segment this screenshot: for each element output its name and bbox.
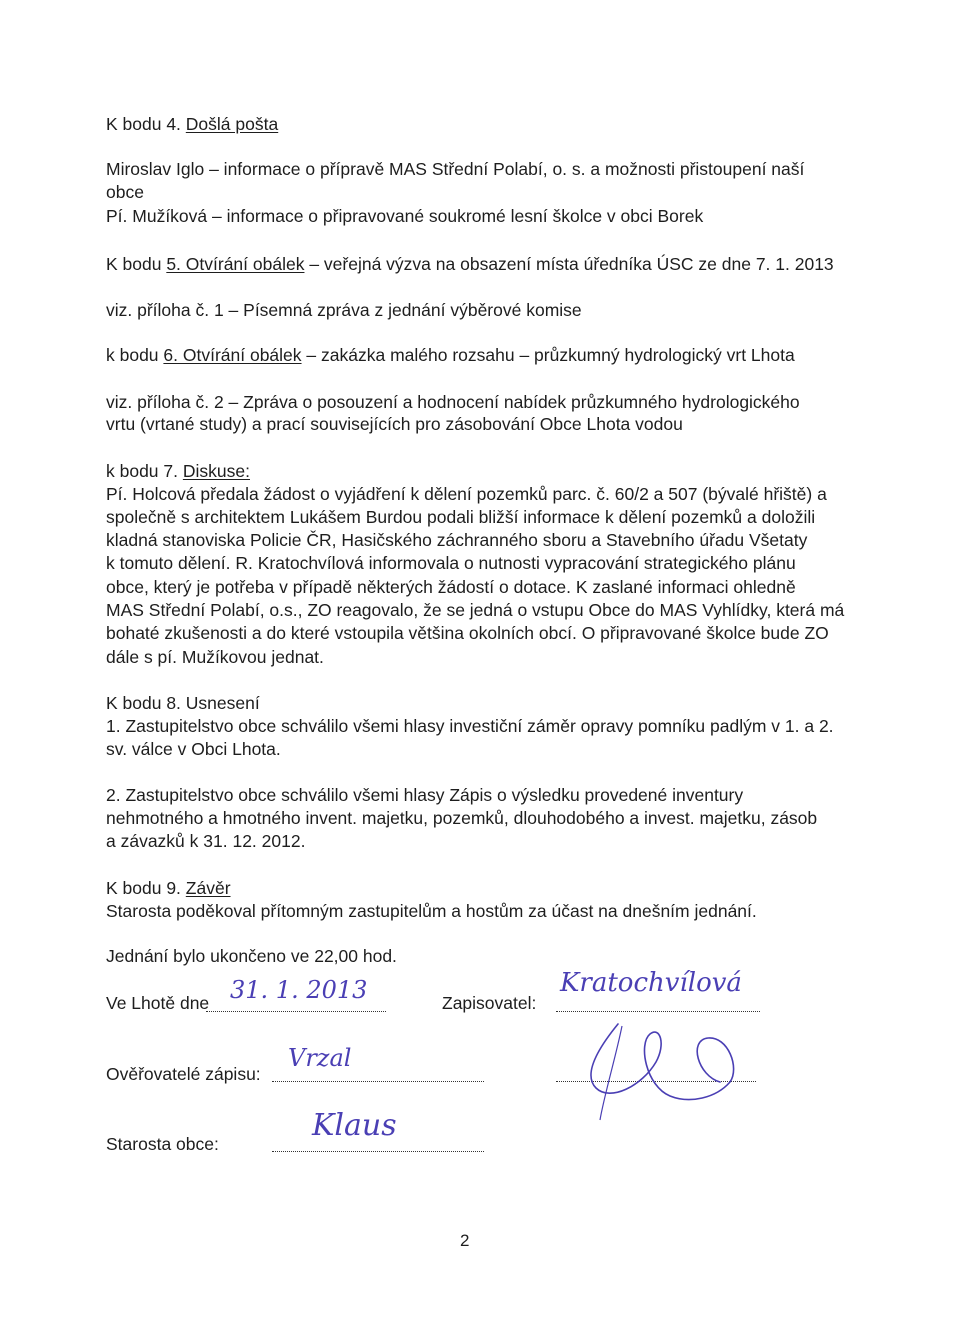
section-4-prefix: K bodu 4. [106, 114, 186, 134]
section-9-title: Závěr [185, 878, 231, 898]
section-5-desc: – veřejná výzva na obsazení místa úředníka ÚSC ze dne 7. 1. 2013 [304, 254, 834, 274]
section-5-title: 5. Otvírání obálek [166, 254, 305, 274]
mayor-dotted-line [272, 1151, 484, 1152]
section-4-heading [106, 113, 278, 135]
resolution-1-line: 1. Zastupitelstvo obce schválilo všemi hlasy investiční záměr opravy pomníku padlým v 1. a 2. [106, 716, 834, 736]
mayor-signature: Klaus [312, 1108, 397, 1143]
section-6-desc: – zakázka malého rozsahu – průzkumný hydrologický vrt Lhota [301, 345, 795, 365]
section-9-prefix: K bodu 9. [106, 878, 186, 898]
resolution-2-line: 2. Zastupitelstvo obce schválilo všemi hlasy Zápis o výsledku provedené inventury [106, 785, 744, 805]
section-4-item-2: Pí. Mužíková – informace o připravované soukromé lesní školce v obci Borek [106, 206, 704, 226]
verifier-2-signature [560, 1016, 760, 1126]
section-9-heading [106, 877, 231, 899]
section-8-heading: K bodu 8. Usnesení [106, 693, 260, 713]
section-7-para-line: k tomuto dělení. R. Kratochvílová informovala o nutnosti vypracování strategického plánu [106, 553, 796, 573]
section-6-prefix: k bodu [106, 345, 164, 365]
resolution-2-line: a závazků k 31. 12. 2012. [106, 831, 306, 851]
recorder-label: Zapisovatel: [442, 993, 537, 1013]
section-7-para-line: MAS Střední Polabí, o.s., ZO reagovalo, že se jedná o vstupu Obce do MAS Vyhlídky, která má [106, 600, 845, 620]
section-7-para-line: společně s architektem Lukášem Burdou podali bližší informace k dělení pozemků a doložili [106, 507, 816, 527]
section-6-heading [106, 344, 795, 366]
section-9-text: Starosta poděkoval přítomným zastupitelům a hostům za účast na dnešním jednání. [106, 901, 757, 921]
meeting-end: Jednání bylo ukončeno ve 22,00 hod. [106, 946, 397, 966]
recorder-signature: Kratochvílová [560, 968, 742, 998]
section-7-para-line: dále s pí. Mužíkovou jednat. [106, 647, 324, 667]
section-7-para-line: bohaté zkušenosti a do které vstoupila většina okolních obcí. O připravované školce bude ZO [106, 623, 829, 643]
page-number: 2 [460, 1231, 470, 1250]
verifiers-label: Ověřovatelé zápisu: [106, 1064, 261, 1084]
section-7-para-line: obce, který je potřeba v případě některých žádostí o dotace. K zaslané informaci ohledně [106, 577, 796, 597]
section-7-prefix: k bodu 7. [106, 461, 183, 481]
section-7-para-line: Pí. Holcová předala žádost o vyjádření k dělení pozemků parc. č. 60/2 a 507 (bývalé hřiště) a [106, 484, 827, 504]
verifier-1-signature: Vrzal [288, 1044, 352, 1072]
resolution-2-line: nehmotného a hmotného invent. majetku, pozemků, dlouhodobého a invest. majetku, zásob [106, 808, 818, 828]
section-5-prefix: K bodu [106, 254, 167, 274]
resolution-1-line: sv. válce v Obci Lhota. [106, 739, 281, 759]
date-dotted-line [206, 1011, 386, 1012]
section-4-title: Došlá pošta [185, 114, 279, 134]
section-5-heading [106, 253, 834, 275]
mayor-label: Starosta obce: [106, 1134, 219, 1154]
section-7-title: Diskuse: [182, 461, 250, 481]
section-7-para-line: kladná stanoviska Policie ČR, Hasičského záchranného sboru a Stavebního úřadu Všetaty [106, 530, 808, 550]
section-6-title: 6. Otvírání obálek [163, 345, 302, 365]
section-5-attachment: viz. příloha č. 1 – Písemná zpráva z jednání výběrové komise [106, 300, 582, 320]
section-4-item-1-cont: obce [106, 182, 144, 202]
place-date-label: Ve Lhotě dne [106, 993, 210, 1013]
section-4-item-1: Miroslav Iglo – informace o přípravě MAS Střední Polabí, o. s. a možnosti přistoupení naší [106, 159, 805, 179]
verifier-1-dotted-line [272, 1081, 484, 1082]
recorder-dotted-line [556, 1011, 760, 1012]
section-6-attachment: viz. příloha č. 2 – Zpráva o posouzení a hodnocení nabídek průzkumného hydrologického [106, 392, 800, 412]
handwritten-date: 31. 1. 2013 [230, 976, 368, 1004]
section-7-heading [106, 460, 250, 482]
section-6-attachment-cont: vrtu (vrtané study) a prací souvisejících pro zásobování Obce Lhota vodou [106, 414, 683, 434]
